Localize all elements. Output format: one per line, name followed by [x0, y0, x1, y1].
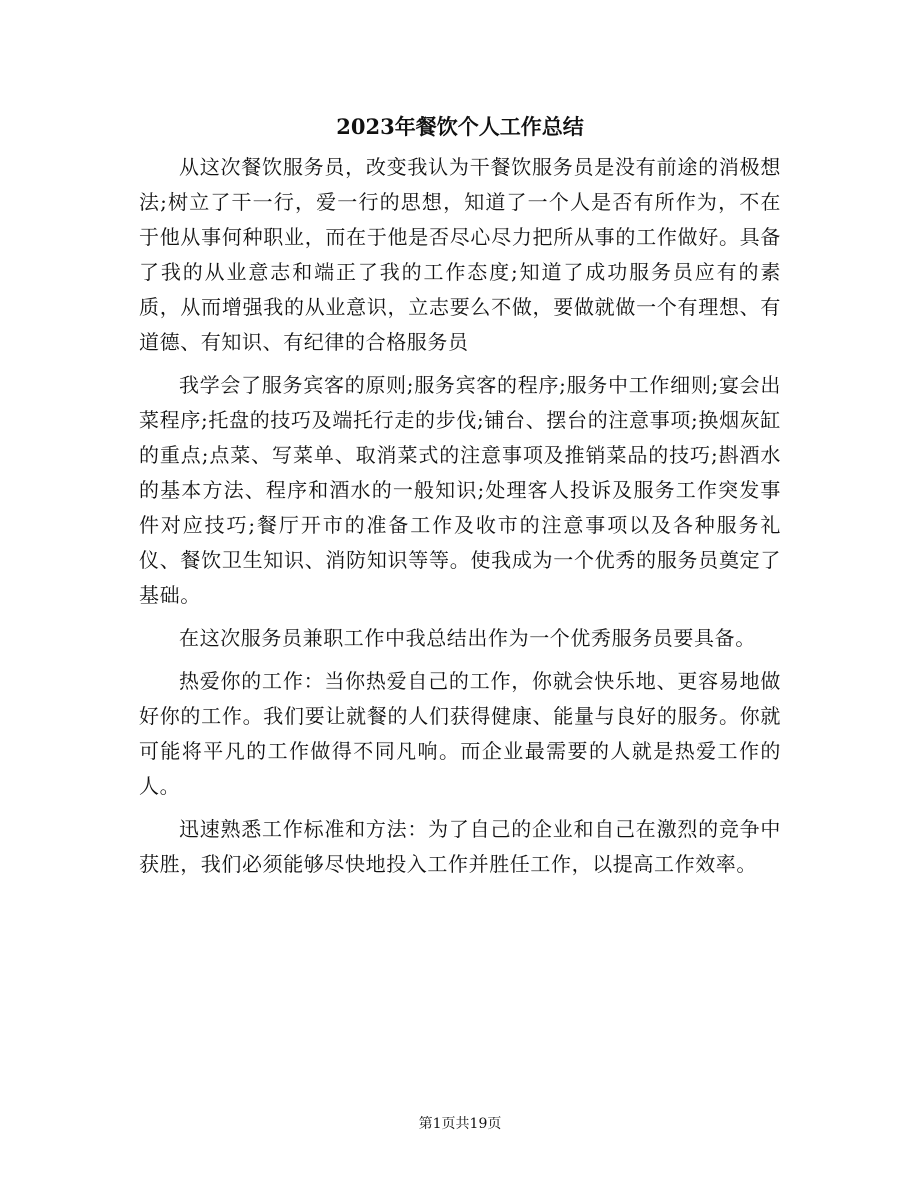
page-number-footer: 第1页共19页 — [418, 1116, 502, 1132]
document-title: 2023年餐饮个人工作总结 — [336, 114, 584, 139]
document-body — [139, 150, 781, 890]
paragraph-1: 从这次餐饮服务员，改变我认为干餐饮服务员是没有前途的消极想法;树立了干一行，爱一行的思想，知道了一个人是否有所作为，不在于他从事何种职业，而在于他是否尽心尽力把所从事的工作做好。具备了我的从业意志和端正了我的工作态度;知道了成功服务员应有的素质，从而增强我的从业意识，立志要么不做，要做就做一个有理想、有道德、有知识、有纪律的合格服务员 — [139, 155, 781, 354]
paragraph-2: 我学会了服务宾客的原则;服务宾客的程序;服务中工作细则;宴会出菜程序;托盘的技巧及端托行走的步伐;铺台、摆台的注意事项;换烟灰缸的重点;点菜、写菜单、取消菜式的注意事项及推销菜品的技巧;斟酒水的基本方法、程序和酒水的一般知识;处理客人投诉及服务工作突发事件对应技巧;餐厅开市的准备工作及收市的注意事项以及各种服务礼仪、餐饮卫生知识、消防知识等等。使我成为一个优秀的服务员奠定了基础。 — [139, 373, 781, 607]
paragraph-4: 热爱你的工作：当你热爱自己的工作，你就会快乐地、更容易地做好你的工作。我们要让就餐的人们获得健康、能量与良好的服务。你就可能将平凡的工作做得不同凡响。而企业最需要的人就是热爱工作的人。 — [139, 669, 781, 798]
paragraph-3: 在这次服务员兼职工作中我总结出作为一个优秀服务员要具备。 — [179, 626, 756, 650]
paragraph-5: 迅速熟悉工作标准和方法：为了自己的企业和自己在激烈的竞争中获胜，我们必须能够尽快地投入工作并胜任工作，以提高工作效率。 — [139, 817, 781, 876]
